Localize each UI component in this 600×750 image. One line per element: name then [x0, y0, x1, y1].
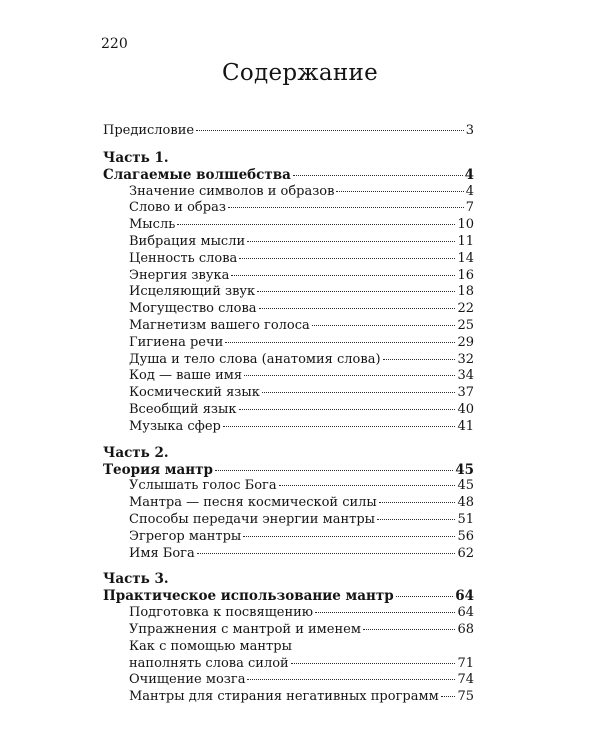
toc-entry-label: Теория мантр [103, 461, 213, 478]
toc-entry[interactable] [103, 656, 474, 673]
toc-entry[interactable] [103, 419, 474, 436]
toc-entry-label: Мантра — песня космической силы [129, 495, 377, 511]
toc-entry-page: 64 [455, 588, 474, 605]
toc-entry-page: 11 [457, 233, 474, 249]
dot-leader [377, 518, 455, 520]
toc-entry-page: 34 [457, 368, 474, 384]
dot-leader [228, 206, 464, 208]
dot-leader [363, 628, 456, 630]
dot-leader [259, 307, 456, 309]
dot-leader [336, 190, 463, 192]
dot-leader [315, 611, 455, 613]
toc-entry-label: Душа и тело слова (анатомия слова) [129, 351, 381, 367]
page-number: 220 [101, 36, 128, 52]
toc-entry-page: 45 [457, 478, 474, 494]
toc-entry-label: Исцеляющий звук [129, 284, 256, 300]
toc-entry-page: 3 [465, 123, 474, 138]
toc-entry-page: 16 [457, 267, 474, 283]
toc-entry[interactable] [103, 268, 474, 285]
toc-entry[interactable] [103, 689, 474, 706]
toc-entry-label: Мантры для стирания негативных программ [129, 689, 439, 705]
toc-entry[interactable] [103, 200, 474, 217]
dot-leader [383, 358, 456, 360]
toc-entry[interactable] [103, 301, 474, 318]
toc-entry[interactable] [103, 284, 474, 301]
toc-entry-label: Очищение мозга [129, 672, 246, 688]
toc-entry-page: 14 [457, 250, 474, 266]
part-label: Часть 2. [103, 444, 169, 461]
toc-entry-label: Имя Бога [129, 545, 195, 561]
toc-entry-label: Услышать голос Бога [129, 478, 277, 494]
dot-leader [177, 223, 455, 225]
toc-entry[interactable] [103, 402, 474, 419]
toc-entry-label: Вибрация мысли [129, 233, 246, 249]
toc-entry-label: Эгрегор мантры [129, 528, 242, 544]
toc-entry-label: Слово и образ [129, 200, 226, 216]
toc-part-title[interactable] [103, 462, 474, 479]
toc-entry[interactable] [103, 352, 474, 369]
toc-entry[interactable] [103, 251, 474, 268]
toc-entry-label: Как с помощью мантры [129, 638, 292, 654]
toc-entry-label: Значение символов и образов [129, 183, 335, 199]
dot-leader [239, 408, 456, 410]
toc-entry[interactable] [103, 368, 474, 385]
dot-leader [231, 274, 455, 276]
toc-entry-label: Магнетизм вашего голоса [129, 317, 310, 333]
toc-entry-page: 10 [457, 217, 474, 233]
toc-entry-label: Энергия звука [129, 267, 230, 283]
toc-entry-label: Гигиена речи [129, 334, 224, 350]
toc-entry-page: 25 [457, 317, 474, 333]
dot-leader [257, 290, 455, 292]
dot-leader [293, 174, 463, 176]
dot-leader [197, 552, 456, 554]
toc-entry-page: 75 [457, 689, 474, 705]
toc-entry-page: 45 [455, 461, 474, 478]
part-label: Часть 3. [103, 571, 169, 588]
toc-entry-label: Могущество слова [129, 301, 257, 317]
table-of-contents [103, 123, 474, 706]
toc-entry-page: 40 [457, 401, 474, 417]
toc-entry-label: Способы передачи энергии мантры [129, 511, 375, 527]
toc-entry-label: Мысль [129, 217, 176, 233]
dot-leader [291, 662, 456, 664]
toc-entry-page: 62 [457, 545, 474, 561]
dot-leader [243, 535, 455, 537]
toc-entry-page: 71 [457, 655, 474, 671]
dot-leader [215, 469, 453, 471]
dot-leader [379, 501, 456, 503]
toc-entry[interactable] [103, 335, 474, 352]
toc-entry-label: Подготовка к посвящению [129, 605, 314, 621]
toc-entry-page: 29 [457, 334, 474, 350]
dot-leader [196, 129, 464, 131]
toc-entry[interactable] [103, 546, 474, 563]
toc-entry[interactable] [103, 529, 474, 546]
toc-entry-page: 4 [464, 166, 474, 183]
toc-entry-page: 32 [457, 351, 474, 367]
toc-entry-label: Космический язык [129, 385, 260, 401]
toc-entry-label: Слагаемые волшебства [103, 166, 291, 183]
toc-entry-page: 22 [457, 301, 474, 317]
toc-entry[interactable] [103, 217, 474, 234]
toc-entry[interactable] [103, 184, 474, 201]
dot-leader [223, 425, 456, 427]
dot-leader [225, 341, 455, 343]
dot-leader [239, 257, 455, 259]
toc-entry-label: наполнять слова силой [129, 655, 289, 671]
part-label: Часть 1. [103, 149, 169, 166]
toc-entry-page: 4 [465, 183, 474, 199]
toc-entry[interactable] [103, 512, 474, 529]
toc-entry[interactable] [103, 385, 474, 402]
toc-entry-page: 41 [457, 418, 474, 434]
toc-entry-label: Всеобщий язык [129, 401, 237, 417]
toc-entry[interactable] [103, 495, 474, 512]
dot-leader [262, 391, 456, 393]
toc-entry[interactable] [103, 478, 474, 495]
toc-entry[interactable] [103, 672, 474, 689]
dot-leader [396, 595, 454, 597]
toc-entry-line1[interactable] [103, 639, 474, 656]
toc-entry-label: Предисловие [103, 123, 195, 138]
toc-part-title[interactable] [103, 167, 474, 184]
toc-entry-page: 48 [457, 495, 474, 511]
toc-entry-page: 7 [465, 200, 474, 216]
toc-entry-page: 64 [457, 605, 474, 621]
toc-entry[interactable] [103, 605, 474, 622]
toc-entry-page: 51 [457, 511, 474, 527]
page-title: Содержание [221, 60, 379, 86]
dot-leader [247, 678, 455, 680]
dot-leader [247, 240, 455, 242]
toc-entry-label: Музыка сфер [129, 418, 221, 434]
toc-entry-page: 37 [457, 385, 474, 401]
dot-leader [279, 484, 456, 486]
toc-entry[interactable] [103, 622, 474, 639]
toc-entry-label: Код — ваше имя [129, 368, 243, 384]
toc-entry-label: Упражнения с мантрой и именем [129, 621, 361, 637]
toc-entry[interactable] [103, 318, 474, 335]
toc-entry-label: Ценность слова [129, 250, 238, 266]
toc-entry-label: Практическое использование мантр [103, 588, 394, 605]
toc-entry[interactable] [103, 234, 474, 251]
toc-entry-preface[interactable] [103, 123, 474, 140]
dot-leader [441, 695, 456, 697]
dot-leader [244, 374, 455, 376]
toc-entry-page: 68 [457, 621, 474, 637]
toc-entry-page: 18 [457, 284, 474, 300]
toc-entry-page: 74 [457, 672, 474, 688]
toc-entry-page: 56 [457, 528, 474, 544]
toc-part-title[interactable] [103, 588, 474, 605]
dot-leader [312, 324, 456, 326]
